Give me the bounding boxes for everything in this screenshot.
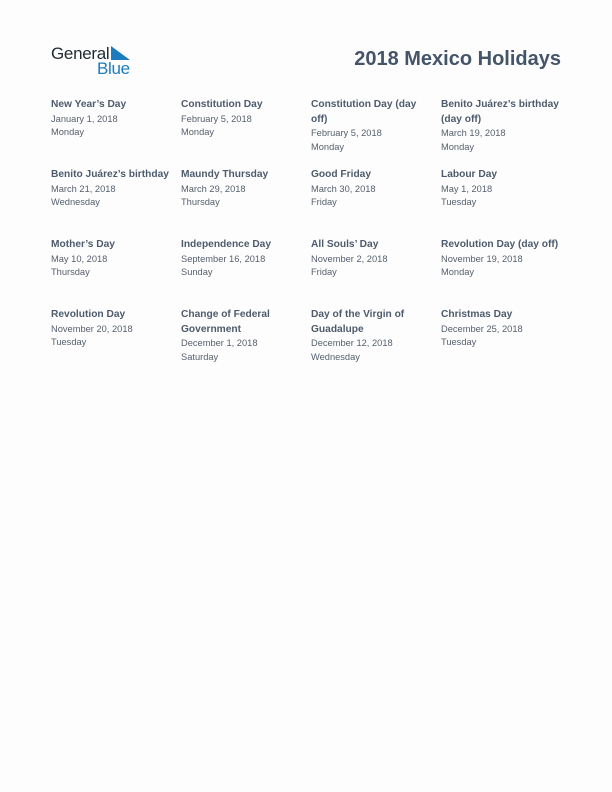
holiday-name: Independence Day bbox=[181, 239, 272, 250]
holiday-weekday: Saturday bbox=[181, 351, 219, 362]
holiday-date: March 19, 2018 bbox=[441, 128, 506, 138]
holiday-name: Christmas Day bbox=[441, 309, 513, 320]
holiday-row bbox=[51, 98, 571, 168]
holiday-weekday: Monday bbox=[311, 141, 345, 152]
holiday-weekday: Wednesday bbox=[51, 197, 100, 208]
brand-name-general: General bbox=[51, 44, 110, 63]
holiday-name: Mother’s Day bbox=[51, 239, 115, 250]
holiday-entry bbox=[311, 98, 441, 168]
holiday-date: November 20, 2018 bbox=[51, 323, 133, 334]
holiday-name: Change of Federal Government bbox=[181, 309, 270, 335]
holiday-date: May 1, 2018 bbox=[441, 183, 493, 194]
holiday-name: Maundy Thursday bbox=[181, 169, 269, 180]
brand-logo bbox=[51, 44, 141, 78]
holiday-entry bbox=[441, 308, 571, 378]
holiday-weekday: Thursday bbox=[181, 197, 220, 208]
holiday-name: Constitution Day (day off) bbox=[311, 99, 417, 125]
holiday-row bbox=[51, 238, 571, 308]
brand-triangle-icon bbox=[111, 46, 130, 60]
holiday-name: Revolution Day (day off) bbox=[441, 239, 559, 250]
holiday-name: Labour Day bbox=[441, 169, 498, 180]
holiday-entry bbox=[51, 98, 181, 168]
holiday-entry bbox=[51, 308, 181, 378]
holiday-weekday: Friday bbox=[311, 267, 337, 278]
holiday-entry bbox=[181, 238, 311, 308]
holiday-entry bbox=[441, 98, 571, 168]
holiday-name: Benito Juárez’s birthday (day off) bbox=[441, 99, 559, 125]
holiday-name: New Year’s Day bbox=[51, 99, 127, 110]
holiday-date: February 5, 2018 bbox=[181, 113, 252, 124]
holiday-weekday: Tuesday bbox=[51, 337, 87, 348]
holiday-entry bbox=[311, 308, 441, 378]
holiday-entry bbox=[181, 98, 311, 168]
holiday-weekday: Monday bbox=[441, 141, 475, 152]
holiday-entry bbox=[311, 168, 441, 238]
holiday-date: November 19, 2018 bbox=[441, 253, 523, 264]
holiday-date: March 21, 2018 bbox=[51, 183, 116, 194]
holiday-entry bbox=[51, 168, 181, 238]
holiday-date: November 2, 2018 bbox=[311, 253, 388, 264]
holiday-row bbox=[51, 308, 571, 378]
holiday-name: All Souls’ Day bbox=[311, 239, 379, 250]
holiday-weekday: Monday bbox=[441, 267, 475, 278]
holiday-entry bbox=[181, 308, 311, 378]
holiday-weekday: Tuesday bbox=[441, 337, 477, 348]
holiday-weekday: Thursday bbox=[51, 267, 90, 278]
holiday-row bbox=[51, 168, 571, 238]
holiday-entry bbox=[181, 168, 311, 238]
holiday-date: May 10, 2018 bbox=[51, 253, 108, 264]
holiday-entry bbox=[441, 168, 571, 238]
holiday-name: Good Friday bbox=[311, 169, 371, 180]
holiday-grid bbox=[51, 98, 571, 378]
holiday-name: Constitution Day bbox=[181, 99, 263, 110]
holiday-date: December 1, 2018 bbox=[181, 338, 258, 348]
holiday-weekday: Sunday bbox=[181, 267, 213, 278]
holiday-date: February 5, 2018 bbox=[311, 128, 382, 138]
holiday-name: Day of the Virgin of Guadalupe bbox=[311, 309, 405, 335]
holiday-entry bbox=[441, 238, 571, 308]
holiday-date: December 25, 2018 bbox=[441, 323, 523, 334]
holiday-weekday: Monday bbox=[51, 127, 85, 138]
holiday-date: January 1, 2018 bbox=[51, 113, 118, 124]
brand-name-blue: Blue bbox=[97, 59, 130, 78]
holiday-weekday: Wednesday bbox=[311, 351, 360, 362]
holiday-weekday: Monday bbox=[181, 127, 215, 138]
page-title: 2018 Mexico Holidays bbox=[354, 48, 561, 70]
holiday-date: March 30, 2018 bbox=[311, 183, 376, 194]
holiday-weekday: Tuesday bbox=[441, 197, 477, 208]
holiday-date: December 12, 2018 bbox=[311, 338, 393, 348]
holiday-name: Benito Juárez’s birthday bbox=[51, 169, 169, 180]
holiday-name: Revolution Day bbox=[51, 309, 126, 320]
holiday-date: March 29, 2018 bbox=[181, 183, 246, 194]
holiday-weekday: Friday bbox=[311, 197, 337, 208]
holiday-entry bbox=[51, 238, 181, 308]
holiday-date: September 16, 2018 bbox=[181, 253, 266, 264]
holiday-entry bbox=[311, 238, 441, 308]
